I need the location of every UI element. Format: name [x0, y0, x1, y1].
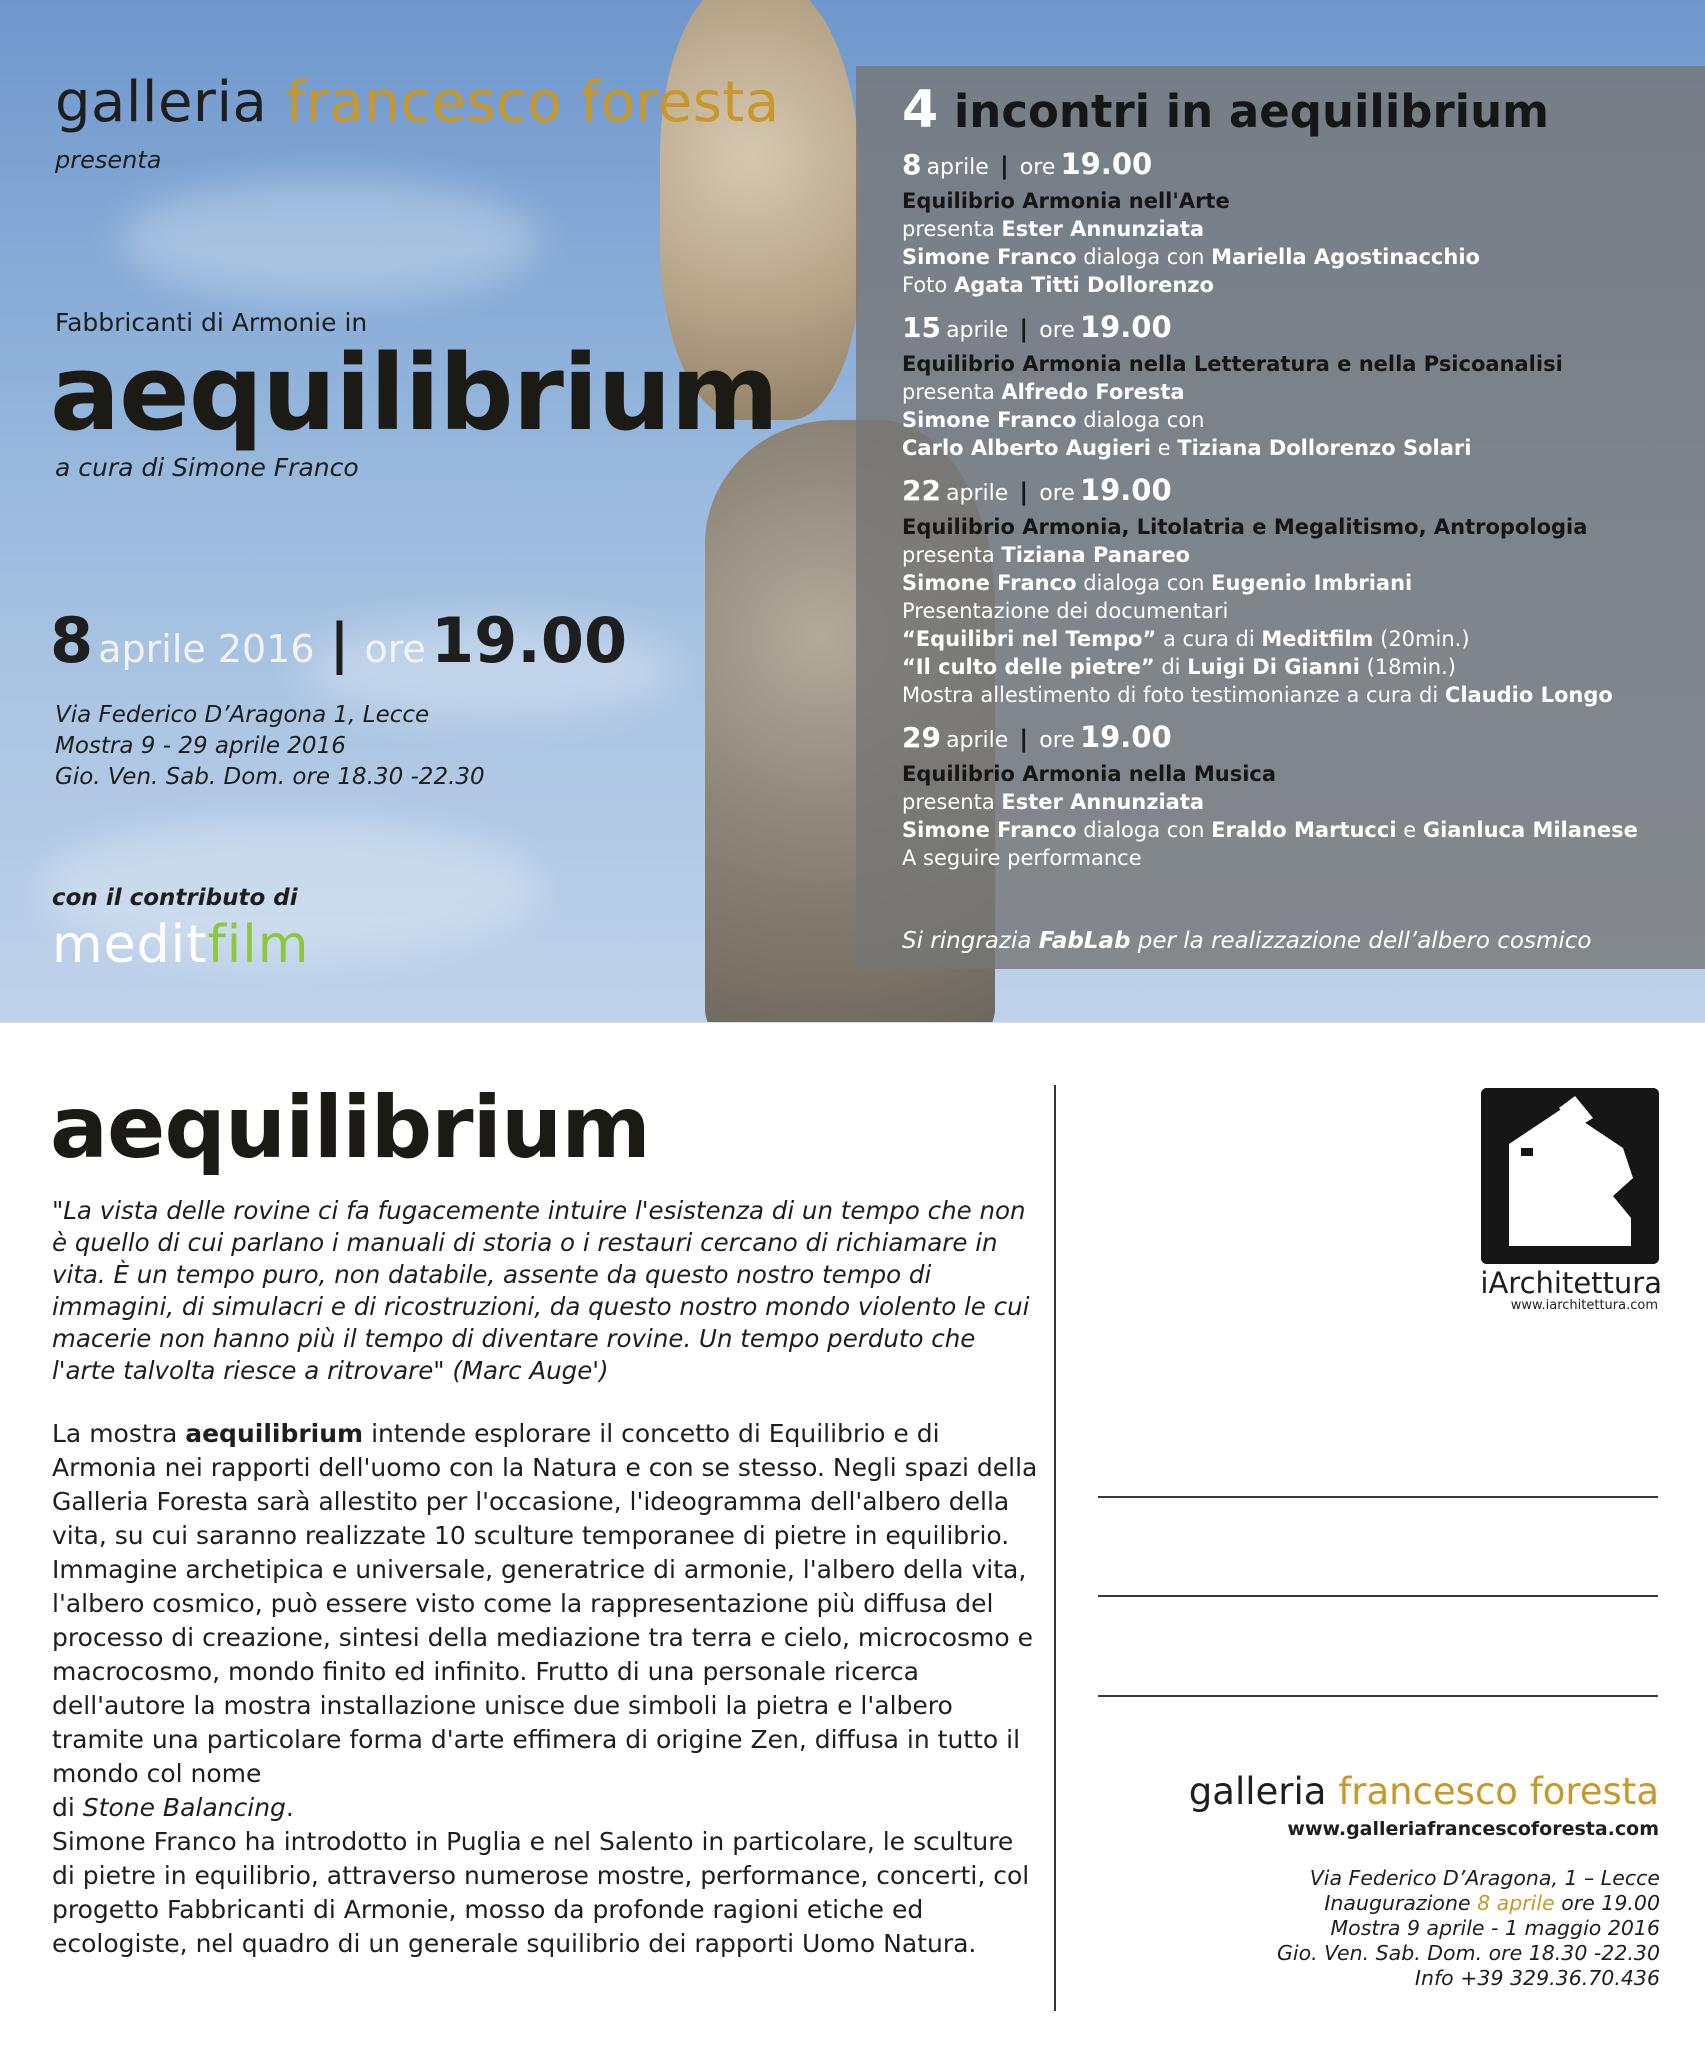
quote-marc-auge: "La vista delle rovine ci fa fugacemente intuire l'esistenza di un tempo che non è quello di cui parlano i manuali di storia o i restauri cercano di richiamare in vita. È un tempo puro, non databile, assente da questo nostro tempo di immagini, di simulacri e di ricostruzioni, da questo nostro mondo violento le cui macerie non hanno più il tempo di diventare rovine. Un tempo perduto che l'arte talvolta riesce a ritrovare" (Marc Auge')	[52, 1196, 1030, 1385]
event-subtitle: Equilibrio Armonia nella Musica	[902, 762, 1277, 786]
text: Si ringrazia	[902, 928, 1032, 954]
gallery-name-part1: galleria	[55, 70, 268, 135]
event-line	[902, 434, 1705, 462]
address-line	[1098, 1595, 1658, 1597]
gallery-logo	[55, 70, 780, 135]
gallery-info	[1090, 1866, 1660, 1991]
schedule-heading: incontri in aequilibrium	[953, 85, 1550, 138]
contact-phone: Info +39 329.36.70.436	[1414, 1966, 1660, 1990]
venue-info	[55, 700, 485, 793]
film-title: “Il culto delle pietre”	[902, 655, 1155, 679]
exhibition-description	[52, 1417, 1042, 1961]
event-month: aprile	[946, 728, 1009, 753]
producer: Meditfilm	[1261, 627, 1374, 651]
text: presenta	[902, 380, 995, 404]
text: presenta	[902, 217, 995, 241]
text: dialoga con	[1083, 408, 1205, 432]
inauguration-date: 8 aprile	[1477, 1891, 1555, 1915]
gallery-name-part1: galleria	[1188, 1770, 1327, 1813]
text: e	[1157, 436, 1171, 460]
address-line	[1098, 1496, 1658, 1498]
gallery-name-part2: francesco foresta	[285, 70, 780, 135]
event-item	[902, 146, 1705, 299]
text: .	[285, 1793, 294, 1822]
event-item	[902, 472, 1705, 709]
text: Inaugurazione	[1324, 1891, 1471, 1915]
text: intende esplorare il concetto di Equilibrio e di Armonia nei rapporti dell'uomo con la Natura e con se stesso. Negli spazi della Galleria Foresta sarà allestito per l'occasione, l'ideogramma dell'albero della vita, su cui saranno realizzate 10 sculture temporanee di pietre in equilibrio. Immagine archetipica e universale, generatrice di armonie, l'albero della vita, l'albero cosmico, può essere visto come la rappresentazione più diffusa del processo di creazione, sintesi della mediazione tra terra e cielo, microcosmo e macrocosmo, mondo finito ed infinito. Frutto di una personale ricerca dell'autore la mostra installazione unisce due simboli la pietra e l'albero tramite una particolare forma d'arte effimera di origine Zen, diffusa in tutto il mondo col nome	[52, 1419, 1038, 1788]
speaker: Simone Franco	[902, 408, 1077, 432]
acknowledgement	[902, 928, 1592, 954]
text: Mostra allestimento di foto testimonianze a cura di	[902, 683, 1439, 707]
iarchitettura-url[interactable]: www.iarchitettura.com	[1510, 1298, 1658, 1313]
curator-line: a cura di Simone Franco	[55, 453, 359, 482]
event-line	[902, 653, 1705, 681]
date-separator: |	[329, 612, 350, 675]
director: Luigi Di Gianni	[1187, 655, 1360, 679]
film-title: “Equilibri nel Tempo”	[902, 627, 1157, 651]
text: ore 19.00	[1561, 1891, 1660, 1915]
text-italic: Stone Balancing	[82, 1793, 286, 1822]
postcard-title: aequilibrium	[50, 1078, 650, 1178]
presenter: Alfredo Foresta	[1001, 380, 1185, 404]
event-line	[902, 271, 1705, 299]
event-month: aprile	[946, 481, 1009, 506]
event-month: aprile	[946, 318, 1009, 343]
text: presenta	[902, 790, 995, 814]
event-time: 19.00	[1079, 473, 1172, 507]
opening-date	[50, 604, 627, 677]
date-time: 19.00	[430, 604, 628, 677]
presenter: Ester Annunziata	[1001, 790, 1205, 814]
inauguration-line	[1090, 1891, 1660, 1916]
curator: Claudio Longo	[1444, 683, 1613, 707]
event-line: A seguire performance	[902, 846, 1142, 870]
schedule-panel	[856, 66, 1705, 969]
event-ore: ore	[1019, 155, 1056, 180]
presenter: Ester Annunziata	[1001, 217, 1205, 241]
event-day: 8	[902, 148, 922, 181]
event-line: Presentazione dei documentari	[902, 599, 1229, 623]
event-subtitle: Equilibrio Armonia, Litolatria e Megalitismo, Antropologia	[902, 515, 1588, 539]
exhibition-title: aequilibrium	[50, 332, 778, 454]
exhibition-dates: Mostra 9 - 29 aprile 2016	[55, 733, 346, 759]
opening-hours: Gio. Ven. Sab. Dom. ore 18.30 -22.30	[1277, 1941, 1660, 1965]
date-ore: ore	[364, 627, 426, 671]
presenta-label: presenta	[55, 146, 162, 174]
event-line	[902, 816, 1705, 844]
speaker: Simone Franco	[902, 818, 1077, 842]
event-date	[902, 719, 1705, 760]
exhibition-period: Mostra 9 aprile - 1 maggio 2016	[1330, 1916, 1660, 1940]
date-day: 8	[50, 604, 94, 677]
house-icon	[1481, 1088, 1659, 1264]
event-time: 19.00	[1060, 147, 1153, 181]
fablab-name: FabLab	[1038, 928, 1131, 954]
event-date	[902, 472, 1705, 513]
event-date	[902, 146, 1705, 187]
speaker: Simone Franco	[902, 571, 1077, 595]
text: e	[1403, 818, 1417, 842]
guest: Eugenio Imbriani	[1211, 571, 1413, 595]
text: Foto	[902, 273, 948, 297]
guest: Eraldo Martucci	[1211, 818, 1397, 842]
event-sep: |	[999, 152, 1009, 180]
venue-address: Via Federico D’Aragona 1, Lecce	[55, 702, 430, 728]
gallery-url[interactable]: www.galleriafrancescoforesta.com	[1287, 1818, 1659, 1840]
postcard-back	[0, 1022, 1705, 2048]
event-line	[902, 788, 1705, 816]
text: Simone Franco ha introdotto in Puglia e nel Salento in particolare, le sculture di pietre in equilibrio, attraverso numerose mostre, performance, concerti, col progetto Fabbricanti di Armonie, mosso da profonde ragioni etiche ed ecologiste, nel quadro di un generale squilibrio dei rapporti Uomo Natura.	[52, 1827, 1030, 1958]
postcard-divider	[1054, 1085, 1056, 2011]
sky-cloud	[120, 180, 540, 300]
guest: Mariella Agostinacchio	[1211, 245, 1480, 269]
event-line	[902, 406, 1705, 434]
event-time: 19.00	[1079, 720, 1172, 754]
text: dialoga con	[1083, 571, 1205, 595]
text: di	[1161, 655, 1181, 679]
schedule-count: 4	[902, 80, 939, 140]
event-line	[902, 243, 1705, 271]
contribution-label: con il contributo di	[52, 885, 298, 911]
text: di	[52, 1793, 75, 1822]
text: a cura di	[1162, 627, 1255, 651]
gallery-logo-small	[1090, 1770, 1659, 1813]
gallery-name-part2: francesco foresta	[1338, 1770, 1659, 1813]
event-date	[902, 309, 1705, 350]
opening-hours: Gio. Ven. Sab. Dom. ore 18.30 -22.30	[55, 764, 485, 790]
address-line	[1098, 1695, 1658, 1697]
event-line	[902, 215, 1705, 243]
subtitle-fabbricanti: Fabbricanti di Armonie in	[55, 308, 368, 337]
event-subtitle: Equilibrio Armonia nell'Arte	[902, 189, 1230, 213]
text: per la realizzazione dell’albero cosmico	[1137, 928, 1592, 954]
event-subtitle: Equilibrio Armonia nella Letteratura e nella Psicoanalisi	[902, 352, 1563, 376]
guest: Carlo Alberto Augieri	[902, 436, 1151, 460]
event-line	[902, 569, 1705, 597]
schedule-title	[902, 80, 1705, 140]
event-day: 15	[902, 311, 941, 344]
event-month: aprile	[926, 155, 989, 180]
event-ore: ore	[1039, 481, 1075, 506]
text-bold: aequilibrium	[185, 1419, 364, 1448]
date-month-year: aprile 2016	[98, 627, 315, 671]
text: dialoga con	[1083, 245, 1205, 269]
sponsor-part1: medit	[52, 915, 208, 975]
event-sep: |	[1019, 478, 1029, 506]
text: dialoga con	[1083, 818, 1205, 842]
sponsor-part2: film	[207, 915, 310, 975]
event-item	[902, 309, 1705, 462]
duration: (18min.)	[1366, 655, 1456, 679]
iarchitettura-name: iArchitettura	[1480, 1266, 1662, 1300]
flyer-front	[0, 0, 1705, 1022]
iarchitettura-logo	[1481, 1088, 1659, 1264]
photographer: Agata Titti Dollorenzo	[953, 273, 1214, 297]
event-ore: ore	[1039, 318, 1075, 343]
event-sep: |	[1019, 725, 1029, 753]
guest: Tiziana Dollorenzo Solari	[1177, 436, 1472, 460]
event-line	[902, 541, 1705, 569]
event-line	[902, 681, 1705, 709]
text: presenta	[902, 543, 995, 567]
gallery-address: Via Federico D’Aragona, 1 – Lecce	[1309, 1866, 1660, 1890]
event-day: 29	[902, 721, 941, 754]
speaker: Simone Franco	[902, 245, 1077, 269]
event-line	[902, 378, 1705, 406]
text: La mostra	[52, 1419, 178, 1448]
event-ore: ore	[1039, 728, 1075, 753]
guest: Gianluca Milanese	[1422, 818, 1638, 842]
event-item	[902, 719, 1705, 872]
meditfilm-logo	[52, 915, 309, 975]
event-line	[902, 625, 1705, 653]
event-day: 22	[902, 474, 941, 507]
duration: (20min.)	[1380, 627, 1470, 651]
presenter: Tiziana Panareo	[1001, 543, 1191, 567]
event-time: 19.00	[1079, 310, 1172, 344]
event-sep: |	[1019, 315, 1029, 343]
